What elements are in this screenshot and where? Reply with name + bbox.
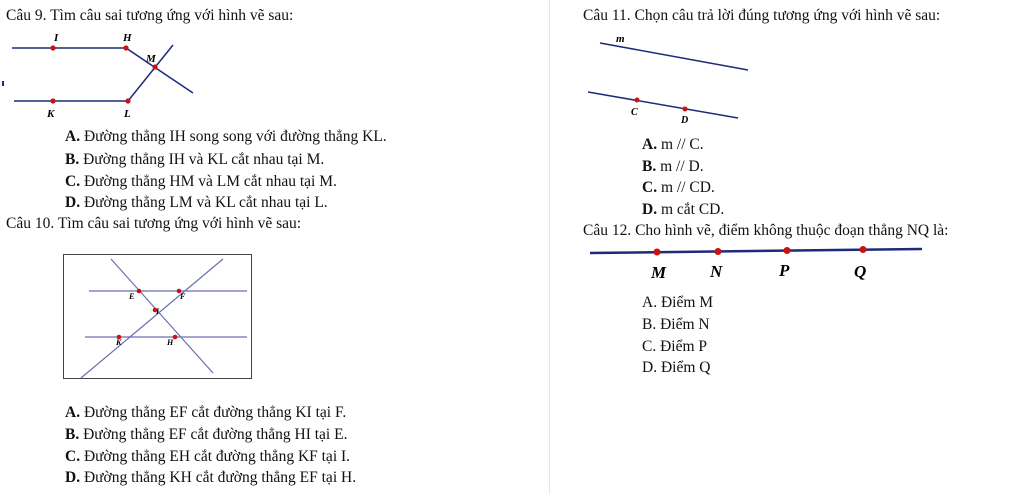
q11-line-cd	[588, 92, 738, 118]
q9-option-d: D. Đường thẳng LM và KL cắt nhau tại L.	[65, 194, 328, 211]
q9-point-h	[123, 45, 128, 50]
q9-option-a: A. Đường thẳng IH song song với đường thẳng KL.	[65, 128, 387, 145]
q11-line-m	[600, 43, 748, 70]
q12-label-m: M	[651, 263, 667, 282]
q12-option-a: A. Điểm M	[642, 294, 714, 311]
q11-label-d: D	[681, 115, 689, 126]
q10-option-b: B. Đường thẳng EF cắt đường thẳng HI tại E.	[65, 426, 348, 443]
q11-point-d	[683, 107, 688, 112]
q9-label-l: L	[124, 108, 131, 120]
q10-frame	[64, 255, 252, 379]
q12-label-p: P	[779, 261, 790, 280]
q10-label-f: F	[180, 292, 186, 301]
q10-option-c: C. Đường thẳng EH cắt đường thẳng KF tại I.	[65, 448, 351, 465]
q12-point-p	[784, 247, 791, 254]
q10-option-d: D. Đường thẳng KH cắt đường thẳng EF tại H.	[65, 469, 357, 486]
q9-label-h: H	[123, 32, 132, 44]
q12-label-n: N	[710, 262, 723, 281]
q10-point-e	[137, 289, 142, 294]
q12-point-m	[654, 249, 661, 256]
q11-label-m: m	[616, 33, 625, 45]
q9-point-k	[50, 98, 55, 103]
q9-point-m	[152, 64, 157, 69]
q10-figure	[63, 254, 253, 380]
q12-label-q: Q	[854, 262, 867, 281]
q9-option-b: B. Đường thẳng IH và KL cắt nhau tại M.	[65, 151, 325, 168]
q10-label-h: H	[167, 338, 174, 347]
q10-label-i: I	[156, 307, 160, 316]
q9-point-l	[125, 98, 130, 103]
q12-point-q	[860, 246, 867, 253]
q11-label-c: C	[631, 107, 638, 118]
q12-option-c: C. Điểm P	[642, 338, 708, 355]
q12-figure	[585, 242, 930, 287]
q10-label-e: E	[129, 292, 135, 301]
q12-option-d: D. Điểm Q	[642, 359, 711, 376]
q12-point-n	[715, 248, 722, 255]
q10-point-h	[173, 335, 178, 340]
q11-option-b: B. m // D.	[642, 158, 704, 175]
q9-title: Câu 9. Tìm câu sai tương ứng với hình vẽ sau:	[6, 7, 294, 24]
q11-title: Câu 11. Chọn câu trả lời đúng tương ứng với hình vẽ sau:	[583, 7, 941, 24]
q10-title: Câu 10. Tìm câu sai tương ứng với hình vẽ sau:	[6, 215, 302, 232]
q9-line-hm	[126, 48, 193, 93]
q11-option-a: A. m // C.	[642, 136, 704, 153]
q10-label-k: K	[116, 338, 122, 347]
q9-figure	[0, 28, 210, 128]
column-divider	[549, 0, 550, 494]
q12-title: Câu 12. Cho hình vẽ, điểm không thuộc đoạn thẳng NQ là:	[583, 222, 949, 239]
q9-label-m: M	[146, 53, 156, 65]
q11-figure	[580, 28, 760, 128]
q12-option-b: B. Điểm N	[642, 316, 710, 333]
q11-point-c	[635, 98, 640, 103]
q9-point-i	[50, 45, 55, 50]
q11-option-c: C. m // CD.	[642, 179, 715, 196]
q10-option-a: A. Đường thẳng EF cắt đường thẳng KI tại F.	[65, 404, 347, 421]
q12-line	[590, 249, 922, 253]
q9-option-c: C. Đường thẳng HM và LM cắt nhau tại M.	[65, 173, 337, 190]
q11-option-d: D. m cắt CD.	[642, 201, 725, 218]
q9-label-k: K	[47, 108, 55, 120]
q9-label-i: I	[54, 32, 59, 44]
